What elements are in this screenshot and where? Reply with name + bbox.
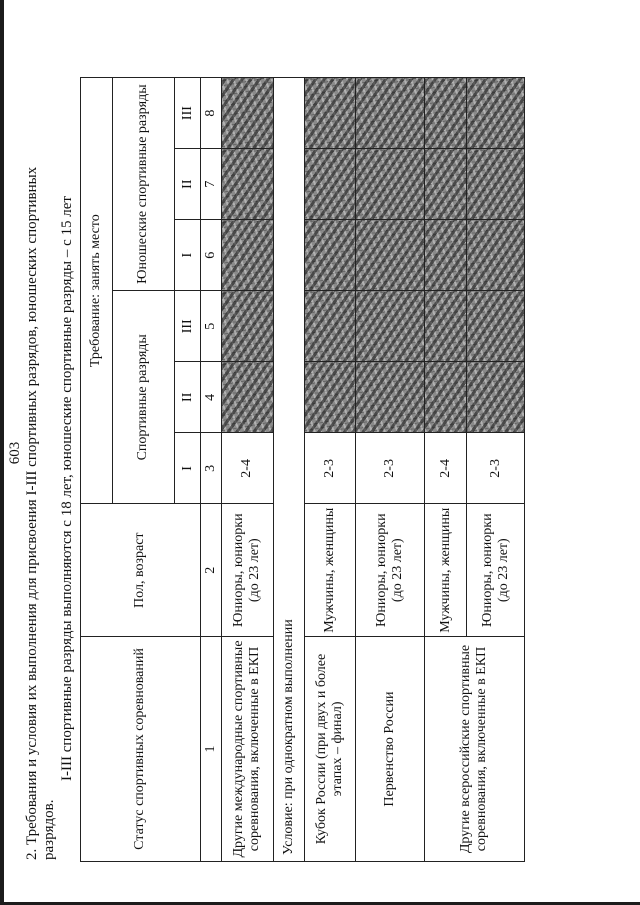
status-cell: Другие международные спортивные соревнования, включенные в ЕКП — [221, 637, 274, 862]
shaded-cell — [221, 149, 274, 220]
shaded-cell — [467, 78, 525, 149]
shaded-cell — [424, 78, 467, 149]
column-number: 2 — [200, 504, 221, 637]
status-cell: Кубок России (при двух и более этапах – финал) — [304, 637, 355, 862]
shaded-cell — [424, 362, 467, 433]
rank-I-value: 2-4 — [424, 433, 467, 504]
requirements-table — [80, 77, 525, 862]
shaded-cell — [304, 362, 355, 433]
status-cell: Первенство России — [356, 637, 424, 862]
rank-I-value: 2-3 — [467, 433, 525, 504]
shaded-cell — [221, 78, 274, 149]
shaded-cell — [221, 220, 274, 291]
header-rank-II: II — [175, 362, 201, 433]
sex-age-cell: Юниоры, юниорки (до 23 лет) — [221, 504, 274, 637]
shaded-cell — [424, 149, 467, 220]
section-heading-continued: разрядов. — [41, 799, 57, 860]
shaded-cell — [424, 291, 467, 362]
shaded-cell — [467, 362, 525, 433]
column-number: 4 — [200, 362, 221, 433]
shaded-cell — [424, 220, 467, 291]
shaded-cell — [221, 362, 274, 433]
shaded-cell — [304, 149, 355, 220]
shaded-cell — [356, 78, 424, 149]
shaded-cell — [467, 149, 525, 220]
rank-I-value: 2-3 — [356, 433, 424, 504]
header-status: Статус спортивных соревнований — [81, 637, 201, 862]
shaded-cell — [221, 291, 274, 362]
shaded-cell — [356, 220, 424, 291]
header-sport-ranks: Спортивные разряды — [112, 291, 174, 504]
column-number: 6 — [200, 220, 221, 291]
header-youth-rank-I: I — [175, 220, 201, 291]
rank-I-value: 2-4 — [221, 433, 274, 504]
column-number: 3 — [200, 433, 221, 504]
page-number: 603 — [7, 441, 23, 465]
sex-age-cell: Юниоры, юниорки (до 23 лет) — [467, 504, 525, 637]
column-number: 7 — [200, 149, 221, 220]
section-heading: 2. Требования и условия их выполнения для присвоения I-III спортивных разрядов, юношеских спортивных — [24, 166, 40, 860]
header-rank-I: I — [175, 433, 201, 504]
rank-I-value: 2-3 — [304, 433, 355, 504]
shaded-cell — [467, 220, 525, 291]
shaded-cell — [304, 291, 355, 362]
shaded-cell — [304, 78, 355, 149]
sex-age-cell: Мужчины, женщины — [424, 504, 467, 637]
shaded-cell — [467, 291, 525, 362]
status-cell: Другие всероссийские спортивные соревнования, включенные в ЕКП — [424, 637, 524, 862]
condition-row: Условие: при однократном выполнении — [274, 78, 305, 862]
column-number: 1 — [200, 637, 221, 862]
shaded-cell — [356, 362, 424, 433]
shaded-cell — [356, 291, 424, 362]
header-youth-ranks: Юношеские спортивные разряды — [112, 78, 174, 291]
age-requirement-line: I-III спортивные разряды выполняются с 18 лет, юношеские спортивные разряды – с 15 лет — [59, 196, 75, 781]
shaded-cell — [356, 149, 424, 220]
sex-age-cell: Мужчины, женщины — [304, 504, 355, 637]
sex-age-cell: Юниоры, юниорки (до 23 лет) — [356, 504, 424, 637]
header-rank-III: III — [175, 291, 201, 362]
header-youth-rank-II: II — [175, 149, 201, 220]
shaded-cell — [304, 220, 355, 291]
column-number: 8 — [200, 78, 221, 149]
header-sex-age: Пол, возраст — [81, 504, 201, 637]
header-requirement: Требование: занять место — [81, 78, 113, 504]
header-youth-rank-III: III — [175, 78, 201, 149]
column-number: 5 — [200, 291, 221, 362]
